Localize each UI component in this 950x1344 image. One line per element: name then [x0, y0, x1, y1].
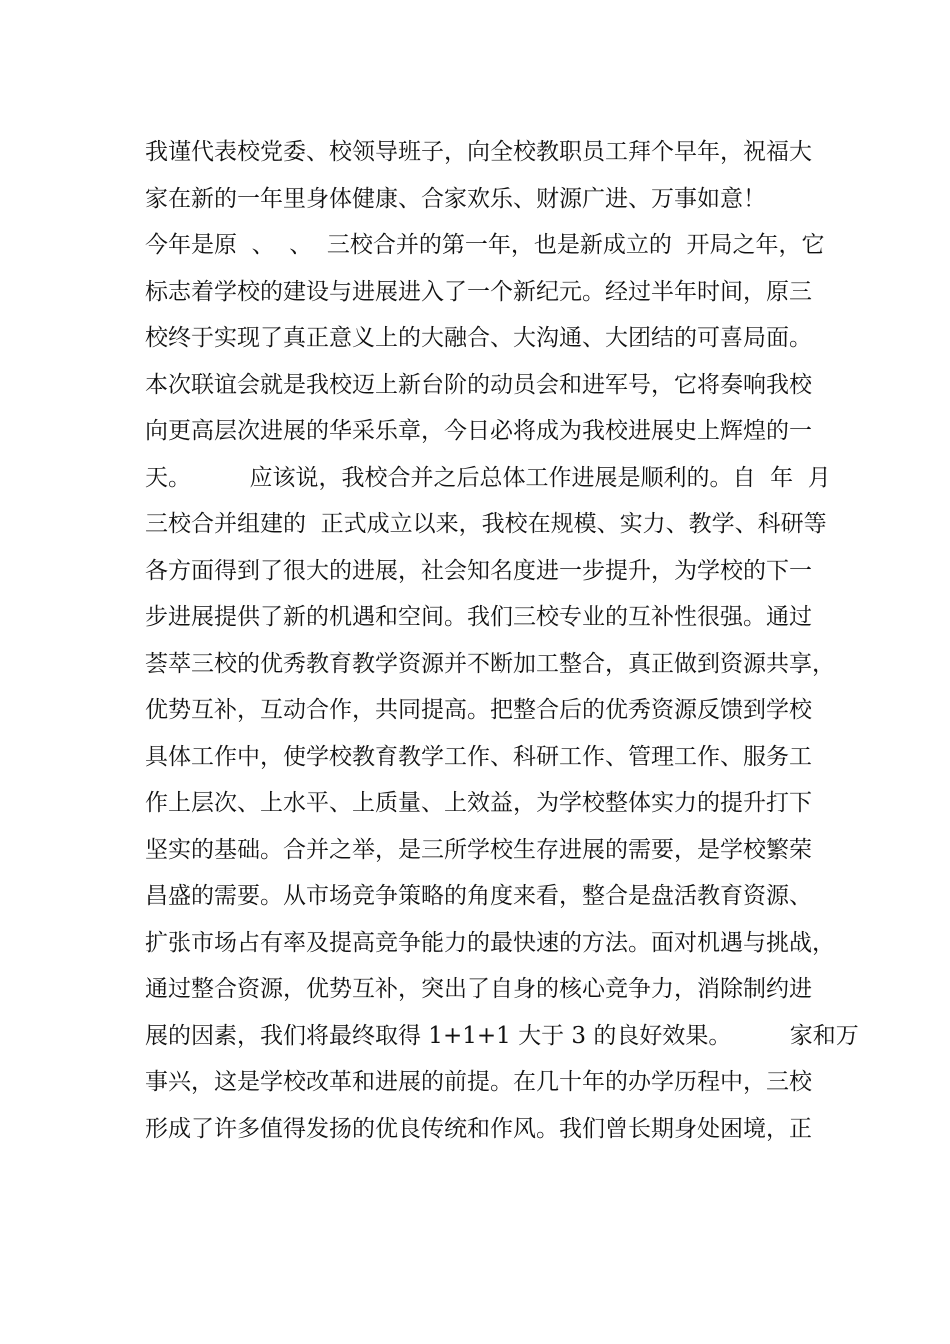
text-line: 扩张市场占有率及提高竞争能力的最快速的方法。面对机遇与挑战， — [145, 929, 835, 956]
text-line: 今年是原 、 、 三校合并的第一年，也是新成立的 开局之年，它 — [145, 232, 825, 258]
body-text — [145, 129, 859, 1152]
text-line: 事兴，这是学校改革和进展的前提。在几十年的办学历程中，三校 — [145, 1069, 812, 1095]
text-line: 我谨代表校党委、校领导班子，向全校教职员工拜个早年，祝福大 — [145, 139, 812, 165]
text-line: 展的因素，我们将最终取得 1+1+1 大于 3 的良好效果。 家和万 — [145, 1022, 859, 1049]
text-line: 家在新的一年里身体健康、合家欢乐、财源广进、万事如意！ — [145, 185, 766, 212]
text-line: 作上层次、上水平、上质量、上效益，为学校整体实力的提升打下 — [145, 790, 812, 816]
text-line: 荟萃三校的优秀教育教学资源并不断加工整合，真正做到资源共享， — [145, 650, 835, 677]
text-line: 天。 应该说，我校合并之后总体工作进展是顺利的。自 年 月 — [145, 464, 831, 491]
text-line: 三校合并组建的 正式成立以来，我校在规模、实力、教学、科研等 — [145, 511, 827, 537]
text-line: 本次联谊会就是我校迈上新台阶的动员会和进军号，它将奏响我校 — [145, 371, 812, 398]
text-line: 坚实的基础。合并之举，是三所学校生存进展的需要，是学校繁荣 — [145, 836, 812, 863]
text-line: 各方面得到了很大的进展，社会知名度进一步提升，为学校的下一 — [145, 557, 812, 584]
text-line: 向更高层次进展的华采乐章，今日必将成为我校进展史上辉煌的一 — [145, 418, 812, 444]
text-line: 标志着学校的建设与进展进入了一个新纪元。经过半年时间，原三 — [145, 278, 812, 305]
text-line: 优势互补，互动合作，共同提高。把整合后的优秀资源反馈到学校 — [145, 697, 812, 723]
text-line: 形成了许多值得发扬的优良传统和作风。我们曾长期身处困境，正 — [145, 1115, 812, 1142]
text-line: 具体工作中，使学校教育教学工作、科研工作、管理工作、服务工 — [145, 743, 812, 770]
text-line: 校终于实现了真正意义上的大融合、大沟通、大团结的可喜局面。 — [145, 325, 812, 351]
text-line: 通过整合资源，优势互补，突出了自身的核心竞争力，消除制约进 — [145, 976, 812, 1002]
text-line: 昌盛的需要。从市场竞争策略的角度来看，整合是盘活教育资源、 — [145, 883, 812, 909]
text-line: 步进展提供了新的机遇和空间。我们三校专业的互补性很强。通过 — [145, 604, 812, 630]
